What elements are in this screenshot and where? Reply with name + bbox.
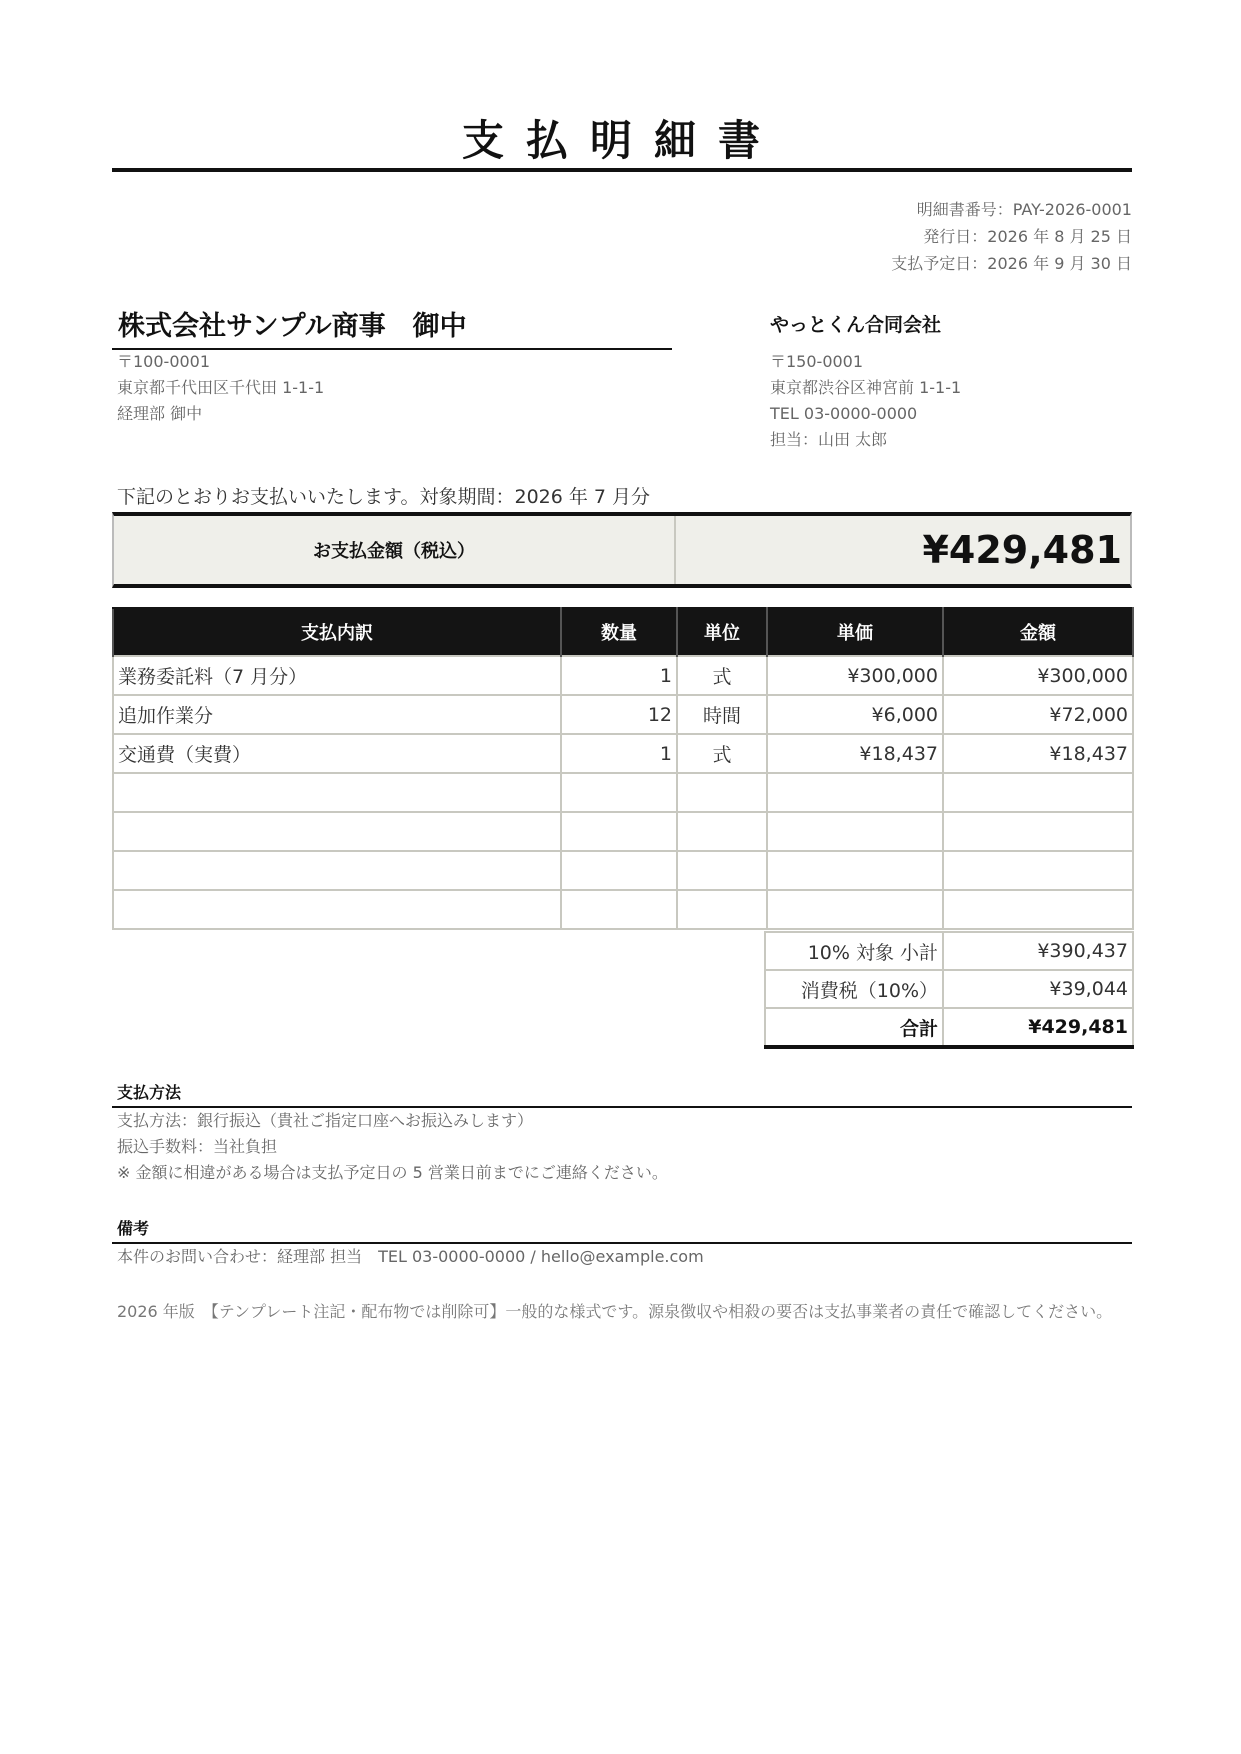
notes-line: 本件のお問い合わせ：経理部 担当 TEL 03-0000-0000 / hello@example.com	[117, 1247, 704, 1266]
notes-heading: 備考	[117, 1219, 150, 1238]
table-row	[113, 656, 1133, 695]
cell-unit-price: ¥6,000	[767, 695, 943, 734]
payment-section	[117, 1108, 668, 1186]
cell-unit: 時間	[677, 695, 767, 734]
cell-quantity	[561, 812, 677, 851]
cell-description	[113, 773, 561, 812]
cell-unit-price: ¥18,437	[767, 734, 943, 773]
cell-amount: ¥72,000	[943, 695, 1133, 734]
header-quantity: 数量	[561, 608, 677, 656]
grand-total-row	[765, 1008, 1133, 1047]
cell-unit	[677, 773, 767, 812]
total-amount-label: お支払金額（税込）	[114, 516, 676, 584]
cell-quantity: 12	[561, 695, 677, 734]
cell-unit	[677, 812, 767, 851]
issue-date: 発行日：2026 年 8 月 25 日	[923, 227, 1132, 246]
cell-amount	[943, 812, 1133, 851]
sender-postal: 〒150-0001	[770, 352, 864, 371]
table-header-row	[113, 608, 1133, 656]
cell-amount	[943, 851, 1133, 890]
template-footnote: 2026 年版 【テンプレート注記・配布物では削除可】一般的な様式です。源泉徴収や相殺の要否は支払事業者の責任で確認してください。	[117, 1302, 1113, 1321]
intro-text: 下記のとおりお支払いいたします。対象期間：2026 年 7 月分	[117, 486, 651, 508]
cell-quantity	[561, 851, 677, 890]
total-amount-value: ¥429,481	[676, 516, 1130, 584]
header-description: 支払内訳	[113, 608, 561, 656]
tax-value: ¥39,044	[943, 970, 1133, 1008]
cell-unit-price	[767, 851, 943, 890]
title-rule	[112, 168, 1132, 172]
tax-row	[765, 970, 1133, 1008]
cell-amount: ¥300,000	[943, 656, 1133, 695]
sender-person: 担当：山田 太郎	[770, 430, 888, 449]
sender-address-block	[770, 349, 961, 453]
sender-tel: TEL 03-0000-0000	[770, 404, 918, 423]
recipient-name: 株式会社サンプル商事 御中	[118, 311, 467, 342]
table-row	[113, 695, 1133, 734]
payment-notice: ※ 金額に相違がある場合は支払予定日の 5 営業日前までにご連絡ください。	[117, 1163, 668, 1182]
cell-description: 交通費（実費）	[113, 734, 561, 773]
cell-unit: 式	[677, 656, 767, 695]
document-meta	[891, 196, 1132, 277]
sender-name: やっとくん合同会社	[770, 314, 942, 336]
due-date: 支払予定日：2026 年 9 月 30 日	[891, 254, 1132, 273]
cell-unit-price	[767, 890, 943, 929]
cell-quantity	[561, 773, 677, 812]
tax-label: 消費税（10%）	[765, 970, 943, 1008]
cell-amount	[943, 773, 1133, 812]
cell-description: 業務委託料（7 月分）	[113, 656, 561, 695]
subtotal-label: 10% 対象 小計	[765, 932, 943, 970]
payment-fee: 振込手数料：当社負担	[117, 1137, 278, 1156]
cell-quantity: 1	[561, 656, 677, 695]
cell-unit: 式	[677, 734, 767, 773]
table-row	[113, 773, 1133, 812]
document-title: 支払明細書	[461, 116, 782, 165]
header-unit-price: 単価	[767, 608, 943, 656]
header-unit: 単位	[677, 608, 767, 656]
total-amount-box	[112, 512, 1132, 588]
recipient-address: 東京都千代田区千代田 1-1-1	[117, 378, 325, 397]
cell-amount: ¥18,437	[943, 734, 1133, 773]
payment-heading: 支払方法	[117, 1083, 182, 1102]
payment-method: 支払方法：銀行振込（貴社ご指定口座へお振込みします）	[117, 1111, 534, 1130]
cell-unit-price	[767, 773, 943, 812]
recipient-dept: 経理部 御中	[117, 404, 203, 423]
header-amount: 金額	[943, 608, 1133, 656]
grand-total-value: ¥429,481	[943, 1008, 1133, 1047]
table-row	[113, 851, 1133, 890]
table-row	[113, 890, 1133, 929]
subtotal-value: ¥390,437	[943, 932, 1133, 970]
statement-number: 明細書番号：PAY-2026-0001	[916, 200, 1132, 219]
grand-total-label: 合計	[765, 1008, 943, 1047]
recipient-postal: 〒100-0001	[117, 352, 211, 371]
subtotal-row	[765, 932, 1133, 970]
cell-unit-price	[767, 812, 943, 851]
cell-description	[113, 890, 561, 929]
cell-quantity: 1	[561, 734, 677, 773]
sender-address: 東京都渋谷区神宮前 1-1-1	[770, 378, 962, 397]
table-row	[113, 734, 1133, 773]
cell-amount	[943, 890, 1133, 929]
cell-description: 追加作業分	[113, 695, 561, 734]
cell-description	[113, 812, 561, 851]
cell-unit	[677, 851, 767, 890]
cell-quantity	[561, 890, 677, 929]
cell-description	[113, 851, 561, 890]
table-row	[113, 812, 1133, 851]
cell-unit-price: ¥300,000	[767, 656, 943, 695]
cell-unit	[677, 890, 767, 929]
summary-table	[764, 931, 1134, 1049]
recipient-address-block	[117, 349, 324, 427]
items-table	[112, 607, 1134, 930]
